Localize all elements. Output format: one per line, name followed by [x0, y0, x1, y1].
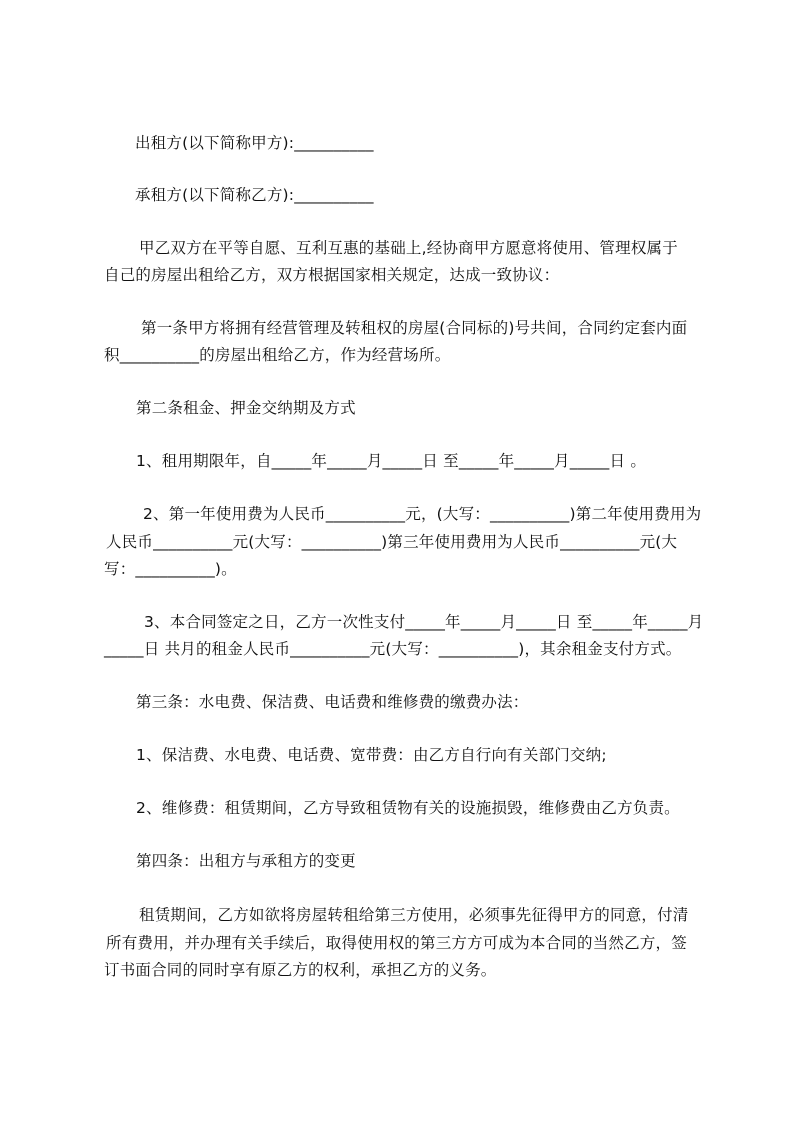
preamble-line-1: 甲乙双方在平等自愿、互利互惠的基础上,经协商甲方愿意将使用、管理权属于 — [139, 239, 678, 257]
article-4-body-line-1: 租赁期间，乙方如欲将房屋转租给第三方使用，必须事先征得甲方的同意，付清 — [139, 906, 689, 924]
article-2-item-3-line-1: 3、本合同签定之日，乙方一次性支付_____年_____月_____日 至_____年_____月 — [144, 613, 704, 631]
article-3-item-2: 2、维修费：租赁期间，乙方导致租赁物有关的设施损毁，维修费由乙方负责。 — [136, 799, 680, 817]
article-3-heading: 第三条：水电费、保洁费、电话费和维修费的缴费办法： — [136, 693, 529, 711]
article-2-heading: 第二条租金、押金交纳期及方式 — [136, 399, 356, 417]
article-2-item-3-line-2: _____日 共月的租金人民币__________元(大写：__________)，其余租金支付方式。 — [104, 640, 682, 658]
preamble-line-2: 自己的房屋出租给乙方，双方根据国家相关规定，达成一致协议： — [104, 266, 560, 284]
article-2-item-2-line-3: 写：__________)。 — [104, 560, 237, 578]
lessee-line: 承租方(以下简称乙方):__________ — [135, 186, 374, 204]
article-1-line-2: 积__________的房屋出租给乙方，作为经营场所。 — [104, 346, 451, 364]
article-4-body-line-2: 所有费用，并办理有关手续后，取得使用权的第三方方可成为本合同的当然乙方，签 — [106, 934, 687, 952]
article-4-heading: 第四条：出租方与承租方的变更 — [136, 852, 356, 870]
article-3-item-1: 1、保洁费、水电费、电话费、宽带费：由乙方自行向有关部门交纳; — [136, 746, 607, 764]
lessor-line: 出租方(以下简称甲方):__________ — [135, 134, 374, 152]
article-2-item-1: 1、租用期限年，自_____年_____月_____日 至_____年_____月_____日 。 — [136, 452, 647, 470]
article-2-item-2-line-2: 人民币__________元(大写：__________)第三年使用费用为人民币__________元(大 — [106, 533, 678, 551]
article-1-line-1: 第一条甲方将拥有经营管理及转租权的房屋(合同标的)号共间，合同约定套内面 — [141, 319, 688, 337]
article-2-item-2-line-1: 2、第一年使用费为人民币__________元，(大写：__________)第二年使用费用为 — [143, 505, 702, 523]
article-4-body-line-3: 订书面合同的同时享有原乙方的权利，承担乙方的义务。 — [104, 961, 497, 979]
